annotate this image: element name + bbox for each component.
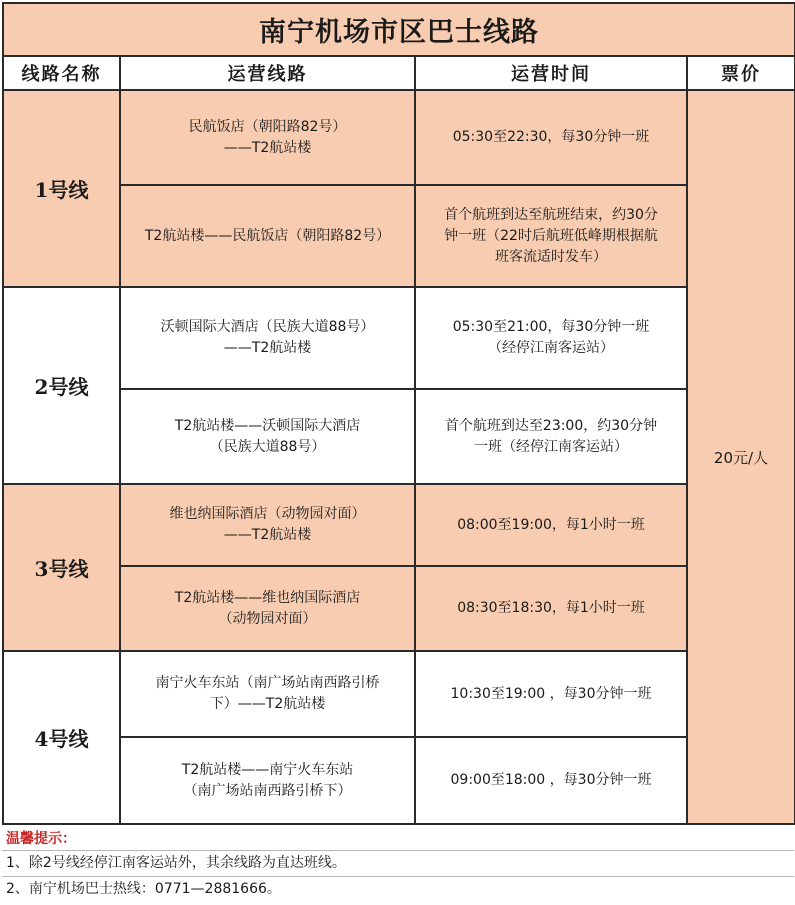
line-name-3: 3号线 [3,484,120,651]
route-cell [120,389,415,484]
route-cell [120,566,415,651]
route-text: 下）——T2航站楼 [209,696,326,712]
time-cell [415,484,687,566]
time-text: 08:00至19:00，每1小时一班 [457,516,645,533]
header-line-name: 线路名称 [3,56,120,90]
time-text: 一班（经停江南客运站） [474,438,628,455]
table-row [3,651,795,737]
time-cell [415,737,687,824]
line-name-1: 1号线 [3,90,120,287]
header-route: 运营线路 [120,56,415,90]
time-text: 首个航班到达至23:00，约30分钟 [444,417,658,434]
route-text: T2航站楼——沃顿国际大酒店 [174,417,361,434]
route-cell [120,185,415,287]
time-cell [415,185,687,287]
price-cell: 20元/人 [687,90,795,824]
route-text: 沃顿国际大酒店（民族大道88号） [160,319,375,335]
route-cell [120,737,415,824]
time-text: 班客流适时发车） [495,248,607,265]
time-text: 05:30至21:00，每30分钟一班 [452,319,650,335]
route-text: T2航站楼——维也纳国际酒店 [174,589,361,606]
table-row [3,389,795,484]
route-cell [120,287,415,389]
route-text: 民航饭店（朝阳路82号） [188,118,347,135]
time-text: 10:30至19:00 ，每30分钟一班 [450,685,652,702]
route-cell [120,90,415,185]
route-text: 南宁火车东站（南广场站南西路引桥 [155,675,380,691]
time-text: （经停江南客运站） [488,340,614,356]
route-text: （动物园对面） [218,610,317,627]
table-row [3,737,795,824]
route-text: T2航站楼——民航饭店（朝阳路82号） [144,227,391,244]
table-row [3,484,795,566]
line-name-4: 4号线 [3,651,120,824]
header-time: 运营时间 [415,56,687,90]
tip-item: 2、南宁机场巴士热线：0771—2881666。 [2,876,794,902]
table-row [3,90,795,185]
time-text: 08:30至18:30，每1小时一班 [457,600,645,616]
time-text: 首个航班到达至航班结束，约30分 [444,206,658,223]
route-text: 维也纳国际酒店（动物园对面） [169,506,366,522]
route-text: ——T2航站楼 [223,527,312,543]
time-cell [415,90,687,185]
time-cell [415,566,687,651]
time-text: 钟一班（22时后航班低峰期根据航 [444,227,658,244]
route-text: ——T2航站楼 [223,139,312,156]
route-cell [120,484,415,566]
header-row [3,56,795,90]
table-row [3,185,795,287]
route-text: （民族大道88号） [209,438,326,455]
time-cell [415,287,687,389]
time-text: 05:30至22:30，每30分钟一班 [452,129,650,145]
route-text: T2航站楼——南宁火车东站 [181,761,354,778]
table-row [3,287,795,389]
time-cell [415,651,687,737]
bus-route-table [2,2,795,825]
route-cell [120,651,415,737]
table-row [3,566,795,651]
route-text: （南广场站南西路引桥下） [183,782,352,799]
time-cell [415,389,687,484]
table-title: 南宁机场市区巴士线路 [3,3,795,56]
line-name-2: 2号线 [3,287,120,484]
tips-title: 温馨提示： [6,831,76,847]
header-price: 票价 [687,56,795,90]
time-text: 09:00至18:00 ，每30分钟一班 [450,772,652,788]
tip-item: 1、除2号线经停江南客运站外，其余线路为直达班线。 [2,850,794,876]
route-text: ——T2航站楼 [223,340,312,356]
tips-section [2,828,794,902]
